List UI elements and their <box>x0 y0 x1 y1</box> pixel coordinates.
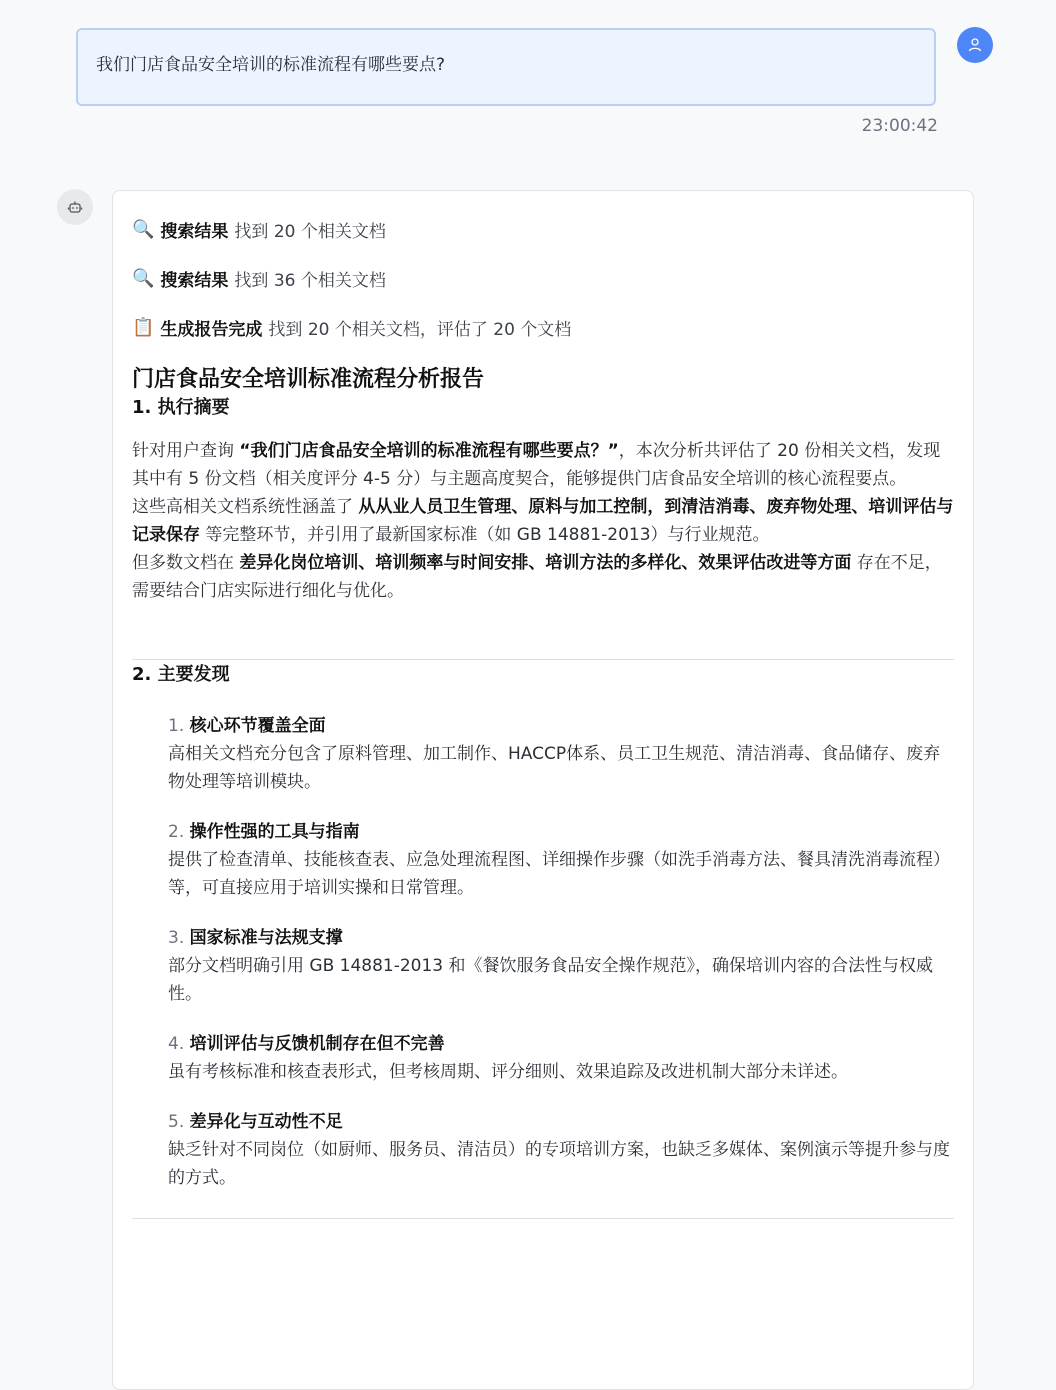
user-message-text: 我们门店食品安全培训的标准流程有哪些要点? <box>96 55 446 75</box>
status-label: 生成报告完成 <box>160 320 263 340</box>
search-icon: 🔍 <box>132 219 155 240</box>
search-icon: 🔍 <box>132 268 155 289</box>
finding-item: 4. 培训评估与反馈机制存在但不完善 虽有考核标准和核查表形式，但考核周期、评分细则、效果追踪及改进机制大部分未详述。 <box>168 1034 848 1082</box>
finding-item: 1. 核心环节覆盖全面 高相关文档充分包含了原料管理、加工制作、HACCP体系、员工卫生规范、清洁消毒、食品储存、废弃物处理等培训模块。 <box>168 716 941 792</box>
status-detail: 找到 20 个相关文档 <box>234 222 386 242</box>
message-timestamp: 23:00:42 <box>861 116 938 136</box>
status-label: 搜索结果 <box>160 222 229 242</box>
finding-item: 2. 操作性强的工具与指南 提供了检查清单、技能核查表、应急处理流程图、详细操作步骤（如洗手消毒方法、餐具清洗消毒流程）等，可直接应用于培训实操和日常管理。 <box>168 822 950 898</box>
summary-paragraph: 这些高相关文档系统性涵盖了 从从业人员卫生管理、原料与加工控制，到清洁消毒、废弃物处理、培训评估与记录保存 等完整环节，并引用了最新国家标准（如 GB 14881-2013）与行业规范。 <box>132 497 954 545</box>
clipboard-icon: 📋 <box>132 317 155 338</box>
status-detail: 找到 36 个相关文档 <box>234 271 386 291</box>
search-status-2 <box>132 254 954 303</box>
assistant-response-card <box>112 190 974 1390</box>
finding-item: 3. 国家标准与法规支撑 部分文档明确引用 GB 14881-2013 和《餐饮服务食品安全操作规范》，确保培训内容的合法性与权威性。 <box>168 928 934 1004</box>
section-heading-summary: 1. 执行摘要 <box>132 397 230 418</box>
bot-avatar <box>57 189 93 225</box>
summary-paragraph: 但多数文档在 差异化岗位培训、培训频率与时间安排、培训方法的多样化、效果评估改进等方面 存在不足，需要结合门店实际进行细化与优化。 <box>132 553 942 601</box>
finding-item: 5. 差异化与互动性不足 缺乏针对不同岗位（如厨师、服务员、清洁员）的专项培训方案，也缺乏多媒体、案例演示等提升参与度的方式。 <box>168 1112 950 1188</box>
user-icon <box>967 37 983 53</box>
robot-icon <box>67 199 83 215</box>
findings-list <box>132 712 954 1192</box>
section-heading-findings: 2. 主要发现 <box>132 664 230 685</box>
summary-paragraph: 针对用户查询 “我们门店食品安全培训的标准流程有哪些要点？”，本次分析共评估了 20 份相关文档，发现其中有 5 份文档（相关度评分 4-5 分）与主题高度契合，能够提供门店食品安全培训的核心流程要点。 <box>132 441 941 489</box>
report-title: 门店食品安全培训标准流程分析报告 <box>132 367 485 392</box>
summary-body <box>132 437 954 605</box>
user-message-bubble <box>76 28 936 106</box>
status-detail: 找到 20 个相关文档，评估了 20 个文档 <box>268 320 572 340</box>
report-status <box>132 303 954 352</box>
status-label: 搜索结果 <box>160 271 229 291</box>
section-divider <box>132 1218 954 1219</box>
user-avatar <box>957 27 993 63</box>
search-status-1 <box>132 205 954 254</box>
